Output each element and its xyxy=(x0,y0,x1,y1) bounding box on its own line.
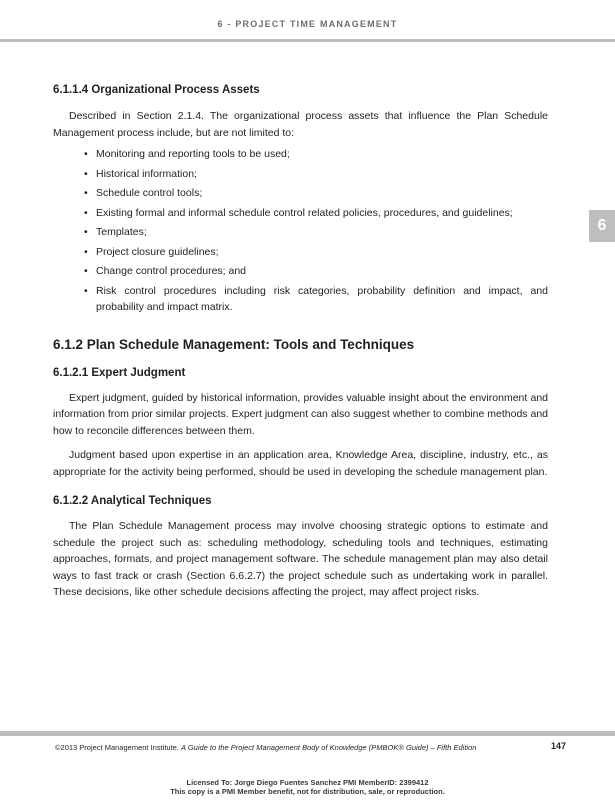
section-heading-6-1-2: 6.1.2 Plan Schedule Management: Tools and Techniques xyxy=(53,336,415,352)
license-line-1: Licensed To: Jorge Diego Fuentes Sanchez PMI MemberID: 2399412 xyxy=(186,778,429,787)
bullet-icon: • xyxy=(84,206,88,219)
guide-title: A Guide to the Project Management Body of Knowledge (PMBOK® Guide) – Fifth Edition xyxy=(181,743,477,752)
list-item: • Project closure guidelines; xyxy=(53,244,548,261)
analytical-techniques-paragraph: The Plan Schedule Management process may involve choosing strategic options to estimate and schedule the project such as: scheduling methodology, scheduling tools and techniques, estimating approaches, formats, and project management software. The schedule management plan may also detail ways to fast track or crash (Section 6.6.2.7) the project schedule such as undertaking work in parallel. These decisions, like other schedule decisions affecting the project, may affect project risks. xyxy=(53,520,548,598)
section-heading-6-1-2-1: 6.1.2.1 Expert Judgment xyxy=(53,366,186,379)
bullet-icon: • xyxy=(84,284,88,297)
assets-bullet-list xyxy=(53,146,548,316)
bullet-icon: • xyxy=(84,167,88,180)
bullet-icon: • xyxy=(84,265,88,277)
list-item: • Templates; xyxy=(53,224,548,241)
chapter-tab: 6 xyxy=(589,210,615,242)
list-item: • Monitoring and reporting tools to be used; xyxy=(53,146,548,163)
page-number: 147 xyxy=(550,741,566,751)
bullet-icon: • xyxy=(84,245,88,258)
running-header: 6 - PROJECT TIME MANAGEMENT xyxy=(217,19,398,29)
list-item: • Risk control procedures including risk categories, probability definition and impact, and probability and impact matrix. xyxy=(84,284,548,313)
footer-divider xyxy=(0,731,615,736)
list-item: • Schedule control tools; xyxy=(53,185,548,202)
section-heading-6-1-1-4: 6.1.1.4 Organizational Process Assets xyxy=(53,84,260,96)
expert-judgment-paragraph-1: Expert judgment, guided by historical information, provides valuable insight about the environment and information from prior similar projects. Expert judgment can also suggest whether to combine methods and how to reconcile differences between them. xyxy=(53,391,548,437)
bullet-icon: • xyxy=(84,187,88,199)
page-content xyxy=(53,84,548,601)
section-heading-6-1-2-2: 6.1.2.2 Analytical Techniques xyxy=(53,495,212,507)
list-item: • Historical information; xyxy=(53,166,548,183)
list-item: • Existing formal and informal schedule control related policies, procedures, and guidelines; xyxy=(53,205,548,222)
copyright-text: ©2013 Project Management Institute. xyxy=(55,743,179,752)
bullet-icon: • xyxy=(84,226,88,238)
header-divider xyxy=(0,39,615,42)
footer-copyright xyxy=(55,743,476,752)
section-6-1-1-4-intro: Described in Section 2.1.4. The organizational process assets that influence the Plan Schedule Management process include, but are not limited to: xyxy=(53,110,548,139)
license-notice xyxy=(0,778,615,796)
license-line-2: This copy is a PMI Member benefit, not for distribution, sale, or reproduction. xyxy=(170,787,445,796)
expert-judgment-paragraph-2: Judgment based upon expertise in an application area, Knowledge Area, discipline, industry, etc., as appropriate for the activity being performed, should be used in developing the schedule management plan. xyxy=(53,449,548,478)
bullet-icon: • xyxy=(84,148,88,160)
list-item: • Change control procedures; and xyxy=(53,263,548,280)
